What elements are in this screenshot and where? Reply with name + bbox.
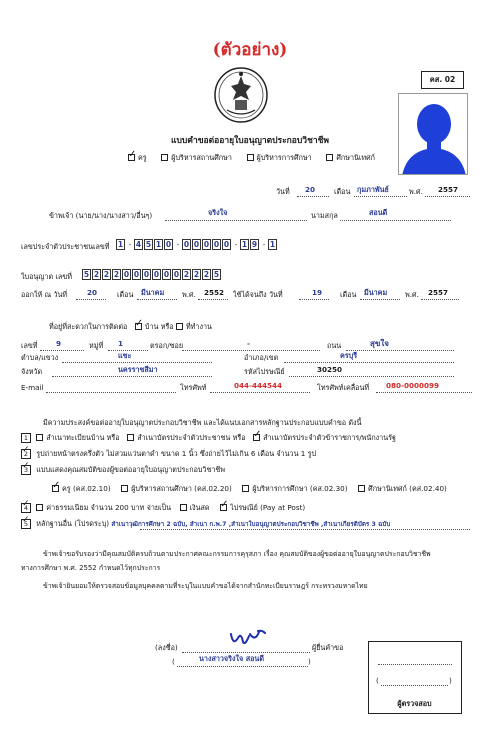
declaration-line-2: ทางการศึกษา พ.ศ. 2552 กำหนดไว้ทุกประการ xyxy=(21,564,161,572)
checkbox-supervisor[interactable] xyxy=(326,154,333,161)
profession-edu-admin[interactable]: ผู้บริหารการศึกษา xyxy=(247,153,312,162)
issued-month-value[interactable]: มีนาคม xyxy=(141,288,165,297)
expire-month-label: เดือน xyxy=(340,290,357,299)
name-label: ข้าพเจ้า (นาย/นาง/นางสาว/อื่นๆ) xyxy=(49,211,153,220)
checkbox-pay-at-post[interactable] xyxy=(220,504,227,511)
checkbox-form-edu-admin[interactable] xyxy=(242,485,249,492)
sample-title: (ตัวอย่าง) xyxy=(212,40,288,60)
license-number-label: ใบอนุญาต เลขที่ xyxy=(21,272,72,281)
issued-day-value[interactable]: 20 xyxy=(87,288,98,297)
id-card-boxes[interactable]: 1 - 4 5 1 0 - 0 0 0 0 0 - 1 9 - 1 xyxy=(117,240,276,249)
inspector-label: ผู้ตรวจสอบ xyxy=(397,699,432,708)
checkbox-fee[interactable] xyxy=(36,504,43,511)
profession-options xyxy=(128,153,375,164)
signature-label: (ลงชื่อ) xyxy=(155,643,178,652)
checkbox-form-school-admin[interactable] xyxy=(121,485,128,492)
doc-item-1: 1 สำเนาทะเบียนบ้าน หรือ สำเนาบัตรประจำตัวประชาชน หรือ ✓ สำเนาบัตรประจำตัวข้าราชการ/พนักงานรัฐ xyxy=(21,433,396,444)
doc-item-3: 3 ✓ แบบแสดงคุณสมบัติของผู้ขอต่ออายุใบอนุญาตประกอบวิชาชีพ xyxy=(21,465,225,476)
checkbox-school-admin[interactable] xyxy=(161,154,168,161)
kurusapha-emblem xyxy=(213,66,269,124)
soi-value[interactable]: - xyxy=(247,339,250,348)
house-no-value[interactable]: 9 xyxy=(56,339,62,348)
license-number-boxes[interactable]: 5 2 2 2 0 0 0 0 0 0 2 2 2 5 xyxy=(83,270,220,279)
surname-label: นามสกุล xyxy=(311,211,338,220)
house-no-label: เลขที่ xyxy=(21,341,38,350)
province-label: จังหวัด xyxy=(21,367,43,376)
declaration-line-1: ข้าพเจ้าขอรับรองว่ามีคุณสมบัติครบถ้วนตามประกาศคณะกรรมการคุรุสภา เรื่อง คุณสมบัติของผู้ขอต่ออายุใบอนุญาตประกอบวิชาชีพ xyxy=(43,550,431,558)
issued-month-label: เดือน xyxy=(117,290,134,299)
signer-name[interactable]: นางสาวจริงใจ สอนดี xyxy=(199,654,265,663)
date-year-label: พ.ศ. xyxy=(409,187,423,196)
profession-teacher[interactable]: ✓ครู xyxy=(128,153,147,162)
contact-address-choice: ที่อยู่ที่สะดวกในการติดต่อ ✓ บ้าน หรือ ที่ทำงาน xyxy=(49,322,212,333)
moo-label: หมู่ที่ xyxy=(89,341,104,350)
doc-item-4: 4 ✓ ค่าธรรมเนียม จำนวน 200 บาท จ่ายเป็น เงินสด ✓ ไปรษณีย์ (Pay at Post) xyxy=(21,503,305,514)
signer-name-open-paren: ( xyxy=(172,657,175,666)
surname-value[interactable]: สอนดี xyxy=(369,208,388,217)
subdistrict-value[interactable]: แชะ xyxy=(118,351,132,360)
district-label: อำเภอ/เขต xyxy=(244,353,279,362)
checkbox-form-teacher[interactable] xyxy=(52,485,59,492)
road-label: ถนน xyxy=(327,341,342,350)
subdistrict-label: ตำบล/แขวง xyxy=(21,353,59,362)
first-name-value[interactable]: จริงใจ xyxy=(208,208,228,217)
phone-label: โทรศัพท์ xyxy=(180,383,207,392)
postcode-label: รหัสไปรษณีย์ xyxy=(244,367,285,376)
issued-year-value[interactable]: 2552 xyxy=(204,288,225,297)
checkbox-work[interactable] xyxy=(176,323,183,330)
other-docs-value[interactable]: สำเนาวุฒิการศึกษา 2 ฉบับ, สำเนา ก.พ.7 ,สำเนาใบอนุญาตประกอบวิชาชีพ ,สำเนาเกียรติบัตร 3 ฉบับ xyxy=(111,521,391,528)
doc-item-5: 5 ✓ หลักฐานอื่น (โปรดระบุ) สำเนาวุฒิการศึกษา 2 ฉบับ, สำเนา ก.พ.7 ,สำเนาใบอนุญาตประกอบวิชาชีพ ,สำเนาเกียรติบัตร 3 ฉบับ xyxy=(21,519,390,530)
expire-year-label: พ.ศ. xyxy=(405,290,419,299)
checkbox-teacher[interactable] xyxy=(128,154,135,161)
doc-4-number[interactable]: 4 ✓ xyxy=(21,503,31,513)
road-value[interactable]: สุขใจ xyxy=(370,339,389,348)
expire-year-value[interactable]: 2557 xyxy=(428,288,449,297)
expire-day-label: ใช้ได้จนถึง วันที่ xyxy=(233,290,283,299)
doc-item-3-options: ✓ครู (คส.02.10) ผู้บริหารสถานศึกษา (คส.02.20) ผู้บริหารการศึกษา (คส.02.30) ศึกษานิเทศก์ (คส.02.40) xyxy=(52,484,447,495)
issued-day-label: ออกให้ ณ วันที่ xyxy=(21,290,68,299)
checkbox-house-reg[interactable] xyxy=(36,434,43,441)
form-heading: แบบคำขอต่ออายุใบอนุญาตประกอบวิชาชีพ xyxy=(171,136,329,146)
expire-day-value[interactable]: 19 xyxy=(312,288,323,297)
checkbox-cash[interactable] xyxy=(180,504,187,511)
mobile-label: โทรศัพท์เคลื่อนที่ xyxy=(317,383,370,392)
signature-mark xyxy=(228,628,268,652)
checkbox-form-supervisor[interactable] xyxy=(358,485,365,492)
date-day-value[interactable]: 20 xyxy=(305,185,316,194)
province-value[interactable]: นครราชสีมา xyxy=(118,365,158,374)
declaration-line-3: ข้าพเจ้ายินยอมให้ตรวจสอบข้อมูลบุคคลตามที่ระบุในแบบคำขอได้จากสำนักทะเบียนราษฎร์ กระทรวงมหาดไทย xyxy=(43,582,368,590)
checkbox-gov-id-copy[interactable] xyxy=(253,434,260,441)
moo-value[interactable]: 1 xyxy=(118,339,124,348)
inspector-box: ( ) ผู้ตรวจสอบ xyxy=(368,641,462,714)
date-year-value[interactable]: 2557 xyxy=(438,185,459,194)
doc-1-number: 1 xyxy=(21,433,31,443)
date-month-value[interactable]: กุมภาพันธ์ xyxy=(357,185,389,194)
checkbox-home[interactable] xyxy=(135,323,142,330)
doc-2-number[interactable]: 2 ✓ xyxy=(21,449,31,459)
doc-5-number[interactable]: 5 ✓ xyxy=(21,519,31,529)
signer-name-close-paren: ) xyxy=(308,657,311,666)
date-month-label: เดือน xyxy=(334,187,351,196)
checkbox-id-card-copy[interactable] xyxy=(127,434,134,441)
email-label: E-mail xyxy=(21,383,44,392)
soi-label: ตรอก/ซอย xyxy=(150,341,184,350)
doc-3-number[interactable]: 3 ✓ xyxy=(21,465,31,475)
checkbox-edu-admin[interactable] xyxy=(247,154,254,161)
docs-intro: มีความประสงค์ขอต่ออายุใบอนุญาตประกอบวิชาชีพ และได้แนบเอกสารหลักฐานประกอบแบบคำขอ ดังนี้ xyxy=(43,418,362,427)
profession-school-admin[interactable]: ผู้บริหารสถานศึกษา xyxy=(161,153,232,162)
doc-item-2: 2 ✓ รูปถ่ายหน้าตรงครึ่งตัว ไม่สวมแว่นตาดำ ขนาด 1 นิ้ว ซึ่งถ่ายไว้ไม่เกิน 6 เดือน จำนวน 1 รูป xyxy=(21,449,316,460)
form-code-box: คส. 02 xyxy=(421,71,464,89)
issued-year-label: พ.ศ. xyxy=(182,290,196,299)
id-card-label: เลขประจำตัวประชาชนเลขที่ xyxy=(21,242,110,251)
mobile-value[interactable]: 080-0000099 xyxy=(386,381,439,390)
profession-supervisor[interactable]: ศึกษานิเทศก์ xyxy=(326,153,375,162)
signature-role: ผู้ยื่นคำขอ xyxy=(312,643,344,652)
district-value[interactable]: ครบุรี xyxy=(340,351,358,360)
date-day-label: วันที่ xyxy=(276,187,290,196)
expire-month-value[interactable]: มีนาคม xyxy=(364,288,388,297)
phone-value[interactable]: 044-444544 xyxy=(234,381,282,390)
postcode-value[interactable]: 30250 xyxy=(317,365,343,374)
